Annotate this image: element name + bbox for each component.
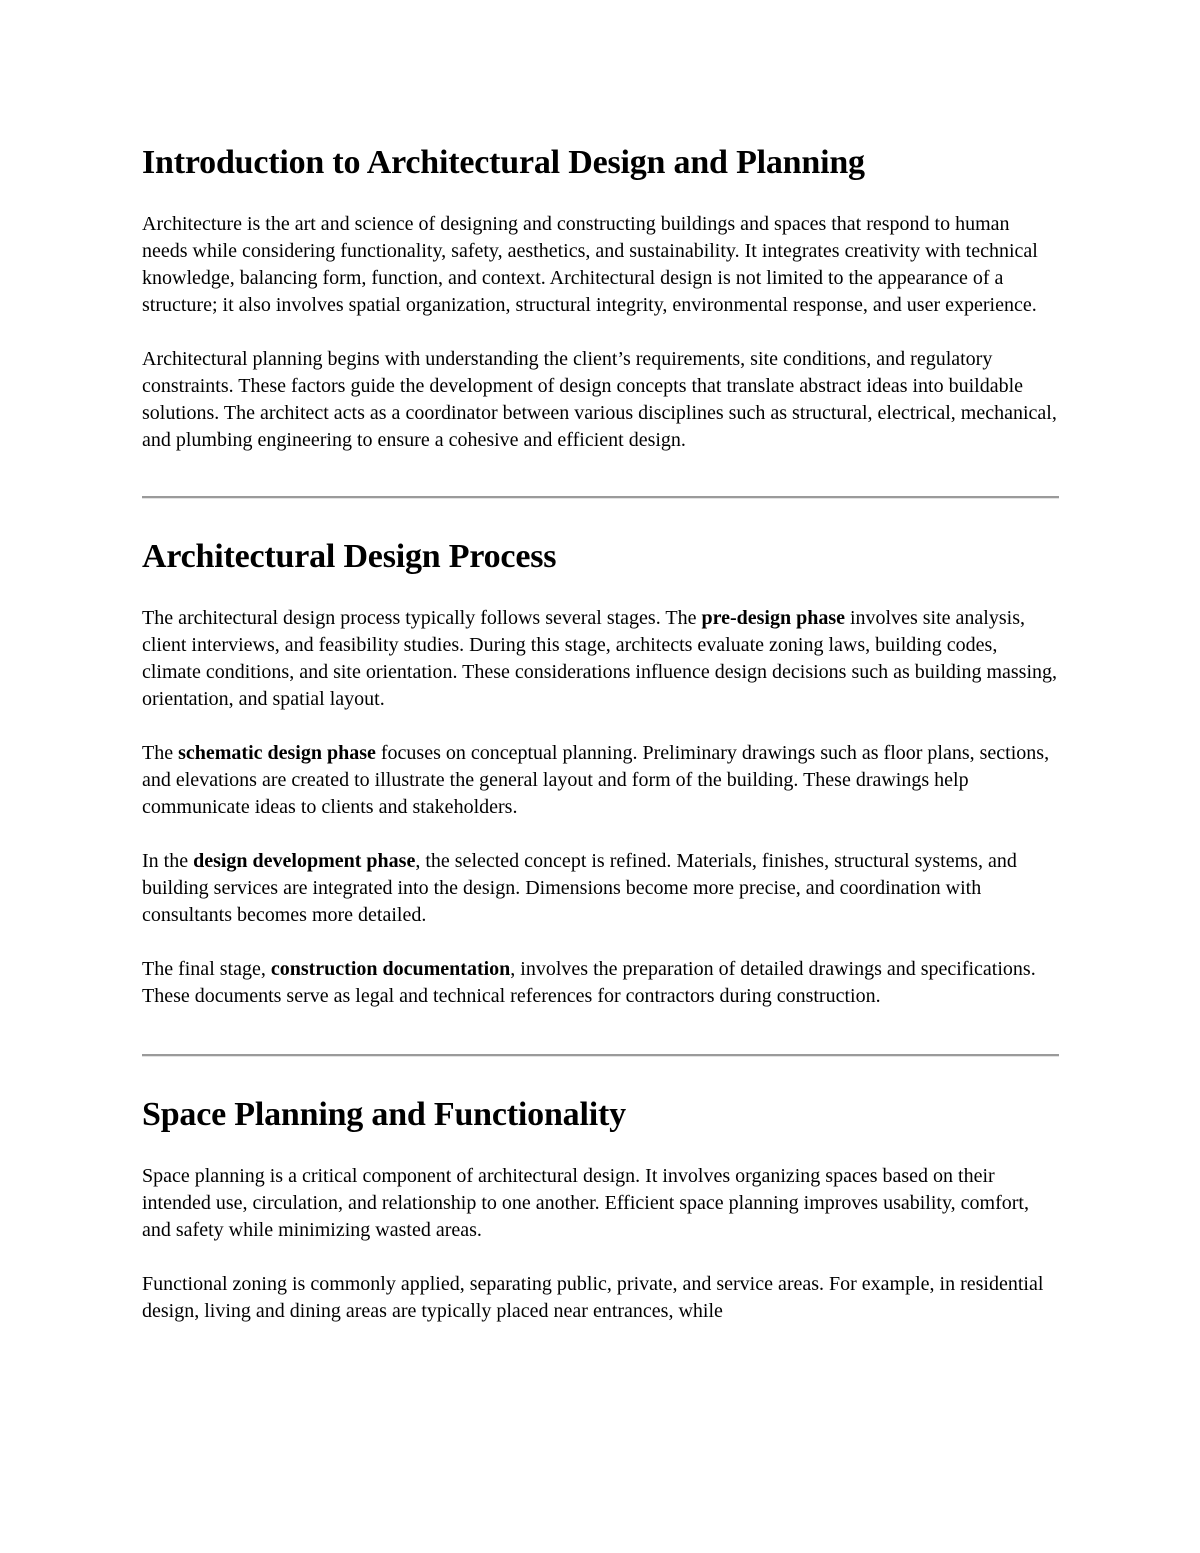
paragraph xyxy=(142,605,1059,713)
section-design-process xyxy=(142,537,1059,1010)
paragraph: Architectural planning begins with understanding the client’s requirements, site conditions, and regulatory constraints. These factors guide the development of design concepts that translate abstract ideas into buildable solutions. The architect acts as a coordinator between various disciplines such as structural, electrical, mechanical, and plumbing engineering to ensure a cohesive and efficient design. xyxy=(142,348,1057,451)
section-divider xyxy=(142,496,1059,499)
text-run: involves site analysis, client interviews, and feasibility studies. During this stage, architects evaluate zoning laws, building codes, climate conditions, and site orientation. These considerations influence design decisions such as building massing, orientation, and spatial layout. xyxy=(142,607,1057,710)
heading-design-process: Architectural Design Process xyxy=(142,538,557,575)
text-run: In the xyxy=(142,850,194,872)
bold-term: construction documentation xyxy=(270,958,511,980)
paragraph: Functional zoning is commonly applied, separating public, private, and service areas. For example, in residential design, living and dining areas are typically placed near entrances, while xyxy=(142,1273,1044,1322)
bold-term: design development phase xyxy=(193,850,416,872)
paragraph: Architecture is the art and science of designing and constructing buildings and spaces that respond to human needs while considering functionality, safety, aesthetics, and sustainability. It integrates creativity with technical knowledge, balancing form, function, and context. Architectural design is not limited to the appearance of a structure; it also involves spatial organization, structural integrity, environmental response, and user experience. xyxy=(142,213,1038,316)
section-space-planning xyxy=(142,1095,1059,1325)
text-run: , the selected concept is refined. Materials, finishes, structural systems, and building services are integrated into the design. Dimensions become more precise, and coordination with consultants becomes more detailed. xyxy=(142,850,1017,926)
bold-term: schematic design phase xyxy=(178,742,376,764)
bold-term: pre-design phase xyxy=(701,607,845,629)
paragraph xyxy=(142,740,1059,821)
text-run: The architectural design process typically follows several stages. The xyxy=(142,607,702,629)
text-run: The xyxy=(142,742,179,764)
paragraph xyxy=(142,956,1059,1010)
text-run: The final stage, xyxy=(142,958,271,980)
text-run: focuses on conceptual planning. Preliminary drawings such as floor plans, sections, and elevations are created to illustrate the general layout and form of the building. These drawings help communicate ideas to clients and stakeholders. xyxy=(142,742,1050,818)
document-page xyxy=(142,143,1059,1325)
paragraph: Space planning is a critical component of architectural design. It involves organizing spaces based on their intended use, circulation, and relationship to one another. Efficient space planning improves usability, comfort, and safety while minimizing wasted areas. xyxy=(142,1165,1029,1241)
heading-introduction: Introduction to Architectural Design and Planning xyxy=(142,144,865,181)
heading-space-planning: Space Planning and Functionality xyxy=(142,1096,626,1133)
section-divider xyxy=(142,1054,1059,1057)
section-introduction xyxy=(142,143,1059,454)
paragraph xyxy=(142,848,1059,929)
text-run: , involves the preparation of detailed drawings and specifications. These documents serve as legal and technical references for contractors during construction. xyxy=(142,958,1036,1007)
